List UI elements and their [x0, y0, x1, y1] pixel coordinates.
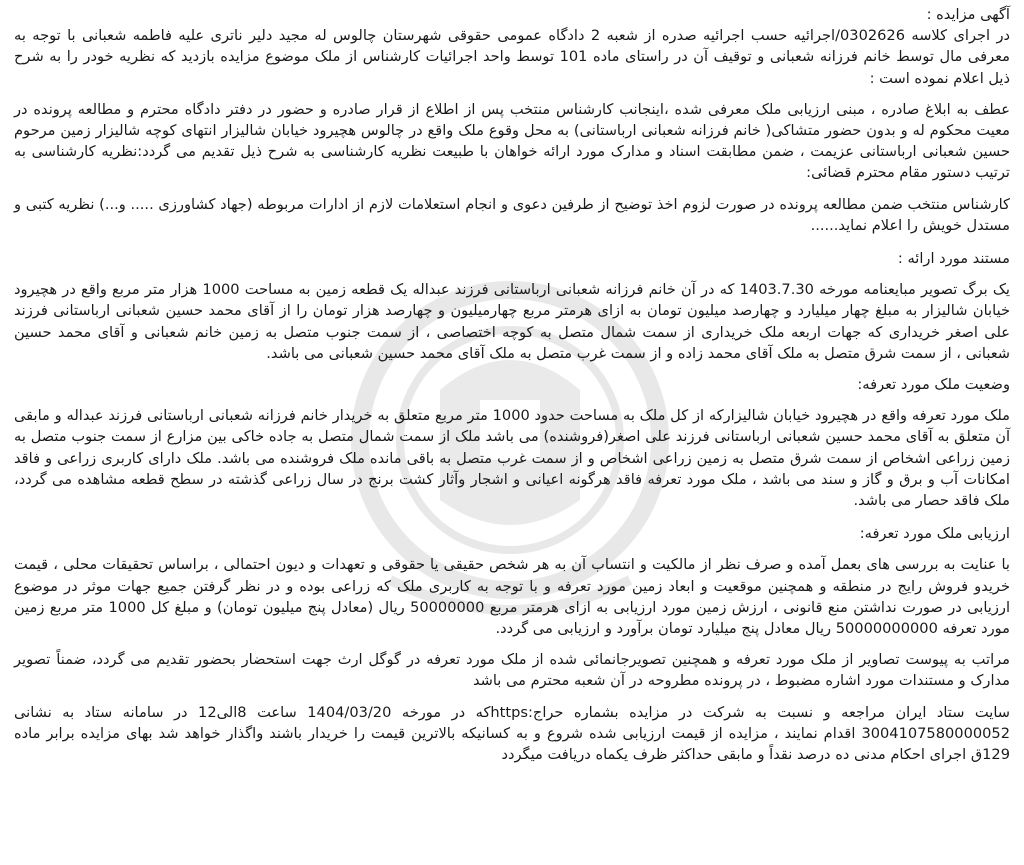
document-heading: مستند مورد ارائه :	[897, 250, 1010, 268]
valuation-heading: ارزیابی ملک مورد تعرفه:	[859, 525, 1010, 543]
notice-title: آگهی مزایده :	[926, 6, 1010, 23]
valuation-paragraph: با عنایت به بررسی های بعمل آمده و صرف نظر از مالکیت و انتساب آن به هر شخص حقیقی یا حقوقی و تعهدات و دیون احتمالی ، براساس تحقیقات محلی ، قیمت خریدو فروش رایج در منطقه و همچنین موقعیت و ابعاد زمین مورد تعرفه و با توجه به کاربری ملک که زراعی بوده و در نظر گرفتن جمیع جهات موثر در موضوع ارزیابی در صورت نداشتن منع قانونی ، ارزش زمین مورد ارزیابی به ازای هرمتر مربع 50000000 ریال (معادل پنج میلیون تومان) و مبلغ کل 1000 متر مربع زمین مورد تعرفه 50000000000 ریال معادل پنج میلیارد تومان برآورد و ارزیابی می گردد.	[14, 556, 1011, 638]
expert-note-paragraph: کارشناس منتخب ضمن مطالعه پرونده در صورت لزوم اخذ توضیح از طرفین دعوی و انجام استعلامات لازم از ادارات مربوطه (جهاد کشاورزی ..... و...) نظریه کتبی و مستدل خویش را اعلام نماید......	[14, 195, 1010, 234]
status-heading: وضعیت ملک مورد تعرفه:	[857, 376, 1010, 394]
document-paragraph: یک برگ تصویر مبایعنامه مورخه 1403.7.30 که در آن خانم فرزانه شعبانی ارباستانی فرزند عبداله یک قطعه زمین به مساحت 1000 هزار متر مربع واقع در هچیرود خیابان شالیزار به مبلغ چهار میلیارد و چهارصد میلیون تومان به ازای هرمتر مربع چهارمیلیون و چهارصد هزار تومان را از آقای محمد حسین شعبانی ارباستانی فرزند علی اصغر خریداری که جهات اربعه ملک خریداری از سمت شمال متصل به کوچه اختصاصی ، از سمت جنوب متصل به زمین خانم شعبانی و آقای محمد حسین شعبانی ، از سمت شرق متصل به ملک آقای محمد زاده و از سمت غرب متصل به ملک آقای محمد حسین شعبانی می باشد.	[14, 281, 1010, 362]
attachments-paragraph: مراتب به پیوست تصاویر از ملک مورد تعرفه و همچنین تصویرجانمائی شده از ملک مورد تعرفه در گوگل ارث جهت استحضار بحضور تقدیم می گردد، ضمناً تصویر مدارک و مستندات مورد اشاره مضبوط ، در پرونده مطروحه در آن شعبه محترم می باشد	[14, 651, 1010, 690]
auction-info-paragraph: سایت ستاد ایران مراجعه و نسبت به شرکت در مزایده بشماره حراج:httpsکه در مورخه 1404/03/20 ساعت 8الی12 در سامانه ستاد به نشانی 3004107580000052 اقدام نمایند ، مزایده از قیمت ارزیابی شده شروع و به کسانیکه بالاترین قیمت را خریدار باشند واگذار خواهد شد بهای مزایده برابر ماده 129ق اجرای احکام مدنی ده درصد نقداً و مابقی حداکثر ظرف یکماه دریافت میگردد	[14, 703, 1010, 764]
intro-paragraph: در اجرای کلاسه 0302626/اجرائیه حسب اجرائیه صدره از شعبه 2 دادگاه عمومی حقوقی شهرستان چالوس له مجید دلیر ناتری علیه فاطمه شعبانی با توجه به معرفی مال توسط خانم فرزانه شعبانی و توقیف آن در راستای ماده 101 توسط واحد اجرائیات کارشناس از ملک موضوع مزایده بازدید که نظریه خودر را به شرح ذیل اعلام نموده است :	[14, 27, 1010, 87]
status-paragraph: ملک مورد تعرفه واقع در هچیرود خیابان شالیزارکه از کل ملک به مساحت حدود 1000 متر مربع متعلق به خریدار خانم فرزانه شعبانی ارباستانی فرزند عبداله و مابقی آن متعلق به آقای محمد حسین شعبانی ارباستانی فرزند علی اصغر(فروشنده) می باشد ملک از سمت شمال متصل به جاده خاکی بین مزارع از سمت جنوب متصل به زمین زراعی اشخاص از سمت شرق متصل به زمین زراعی اشخاص و از سمت غرب متصل به باقی مانده ملک فروشنده می باشد. ملک دارای کاربری زراعی و فاقد امکانات آب و برق و گاز و سند می باشد ، ملک مورد تعرفه فاقد هرگونه اعیانی و اشجار وآثار کشت برنج در سال زراعی گذشته در سطح قطعه مشاهده می گردد، ملک فاقد حصار می باشد.	[14, 407, 1011, 510]
report-intro-paragraph: عطف به ابلاغ صادره ، مبنی ارزیابی ملک معرفی شده ،اینجانب کارشناس منتخب پس از اطلاع از قرار صادره و حضور در دفتر دادگاه محترم و مطالعه پرونده در معیت محکوم له و بدون حضور متشاکی( خانم فرزانه شعبانی ارباستانی) به محل وقوع ملک واقع در چالوس هچیرود خیابان شالیزار انتهای کوچه شالیزار زمین مرحوم حسین شعبانی ارباستانی عزیمت ، ضمن مطابقت اسناد و مدارک مورد ارائه خواهان با طبیعت نظریه کارشناسی به شرح ذیل تقدیم می گردد:نظریه کارشناسی به ترتیب دستور مقام محترم قضائی:	[14, 100, 1010, 182]
